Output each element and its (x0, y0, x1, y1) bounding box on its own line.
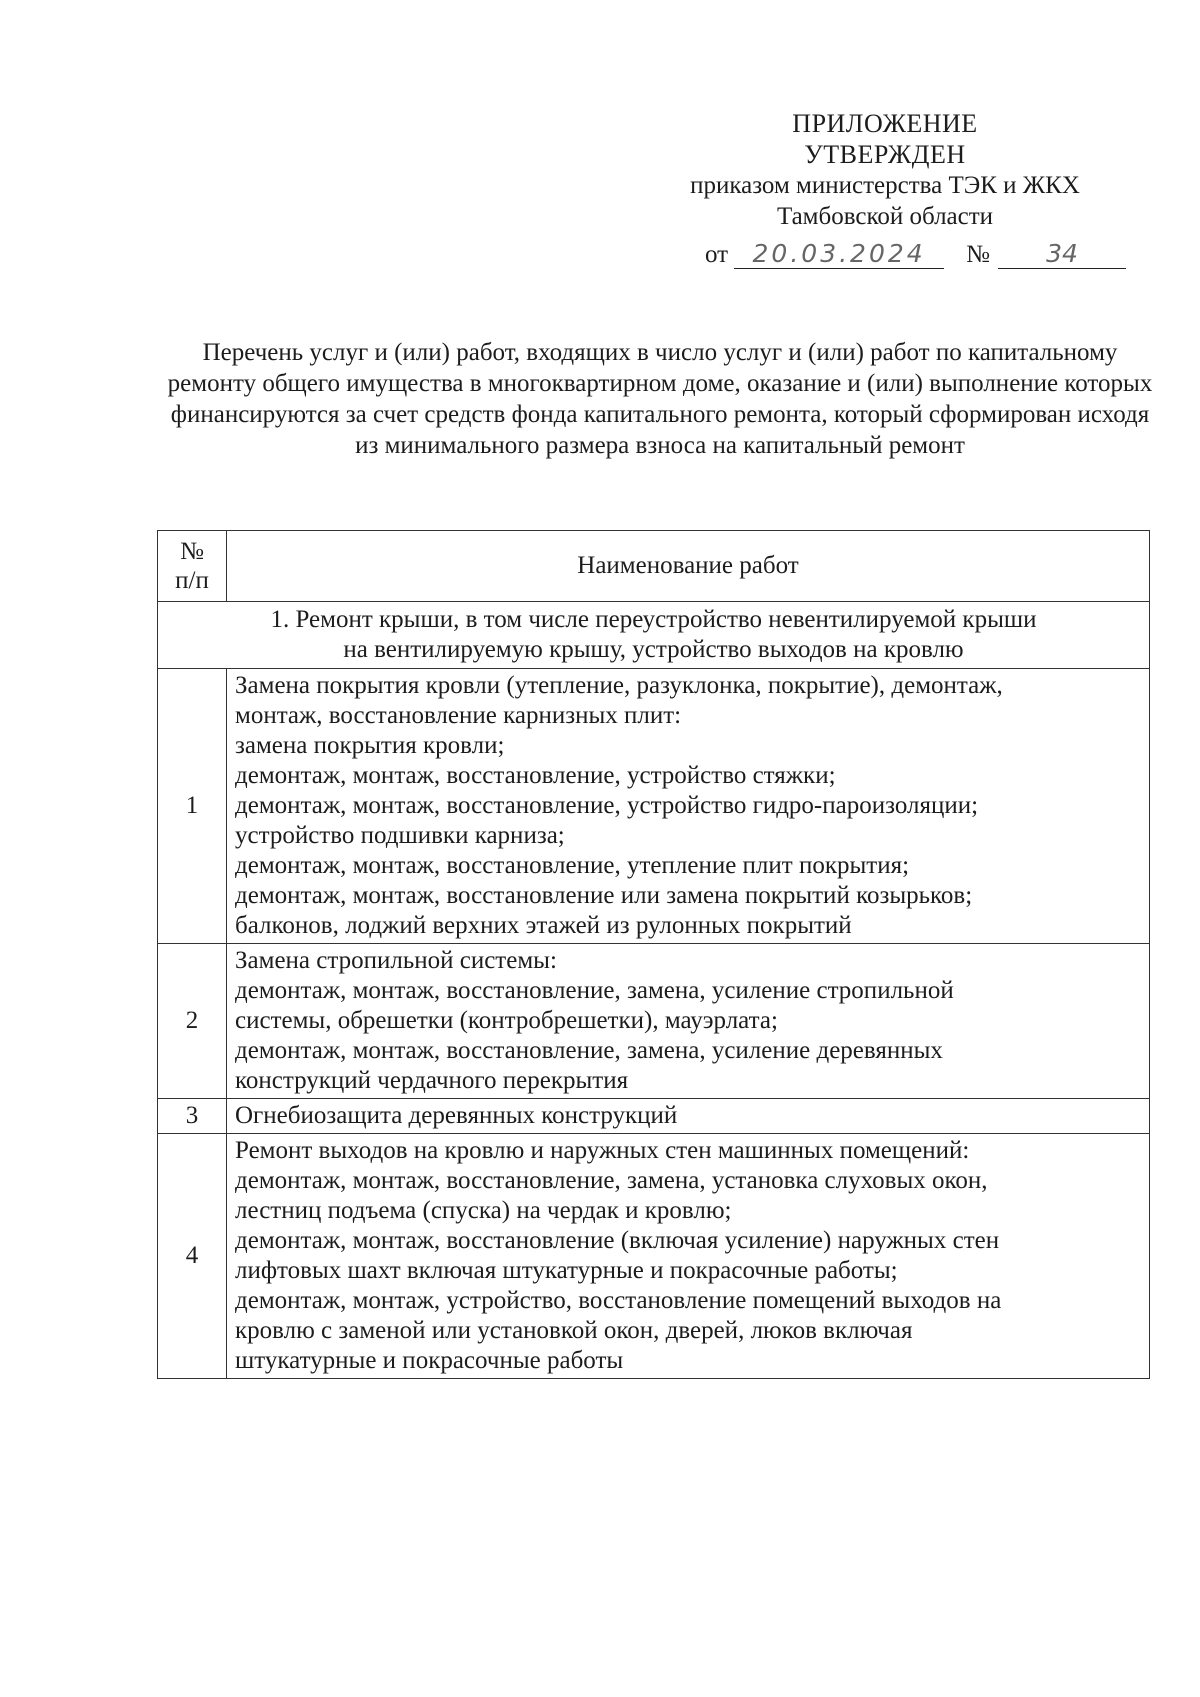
section-title-line-1: 1. Ремонт крыши, в том числе переустройство невентилируемой крыши (270, 606, 1037, 633)
description-line: монтаж, восстановление карнизных плит: (235, 702, 682, 729)
row-description (227, 669, 1150, 944)
description-line: балконов, лоджий верхних этажей из рулонных покрытий (235, 912, 852, 939)
from-label: от (705, 241, 729, 268)
row-number: 3 (158, 1099, 227, 1134)
row-description (227, 944, 1150, 1099)
description-line: Замена покрытия кровли (утепление, разуклонка, покрытие), демонтаж, (235, 672, 1003, 699)
order-number: 34 (998, 240, 1126, 269)
description-line: устройство подшивки карниза; (235, 822, 565, 849)
document-title: Перечень услуг и (или) работ, входящих в число услуг и (или) работ по капитальному ремонту общего имущества в многоквартирном доме, оказание и (или) выполнение которых финансируются за счет средств фонда капитального ремонта, который сформирован исходя из минимального размера взноса на капитальный ремонт (167, 339, 1153, 459)
description-line: демонтаж, монтаж, восстановление или замена покрытий козырьков; (235, 882, 973, 909)
works-table (157, 530, 1150, 1379)
description-line: демонтаж, монтаж, восстановление, замена, усиление стропильной (235, 977, 954, 1004)
description-line: демонтаж, монтаж, восстановление, устройство стяжки; (235, 762, 836, 789)
order-date: 20.03.2024 (734, 240, 944, 269)
column-number-abbr: п/п (175, 567, 209, 594)
row-number: 1 (158, 669, 227, 944)
table-row (158, 1099, 1150, 1134)
row-number: 4 (158, 1134, 227, 1379)
description-line: Огнебиозащита деревянных конструкций (235, 1102, 678, 1129)
section-row (158, 602, 1150, 669)
row-description (227, 1099, 1150, 1134)
order-date-number (705, 240, 1126, 269)
column-header-name: Наименование работ (227, 531, 1150, 602)
description-line: демонтаж, монтаж, восстановление (включая усиление) наружных стен (235, 1227, 1000, 1254)
table-row (158, 1134, 1150, 1379)
table-row (158, 944, 1150, 1099)
description-line: штукатурные и покрасочные работы (235, 1347, 624, 1374)
column-number-sign: № (180, 538, 204, 565)
column-header-number (158, 531, 227, 602)
appendix-label: ПРИЛОЖЕНИЕ (792, 109, 978, 138)
description-line: демонтаж, монтаж, восстановление, устройство гидро-пароизоляции; (235, 792, 979, 819)
table-row (158, 669, 1150, 944)
order-region: Тамбовской области (776, 203, 994, 230)
description-line: Ремонт выходов на кровлю и наружных стен машинных помещений: (235, 1137, 970, 1164)
description-line: кровлю с заменой или установкой окон, дверей, люков включая (235, 1317, 913, 1344)
description-line: демонтаж, монтаж, восстановление, замена, усиление деревянных (235, 1037, 943, 1064)
description-line: Замена стропильной системы: (235, 947, 557, 974)
row-number: 2 (158, 944, 227, 1099)
description-line: лифтовых шахт включая штукатурные и покрасочные работы; (235, 1257, 898, 1284)
description-line: лестниц подъема (спуска) на чердак и кровлю; (235, 1197, 732, 1224)
description-line: конструкций чердачного перекрытия (235, 1067, 629, 1094)
number-sign: № (966, 241, 990, 268)
order-authority: приказом министерства ТЭК и ЖКХ (690, 172, 1080, 199)
table-header-row (158, 531, 1150, 602)
description-line: замена покрытия кровли; (235, 732, 505, 759)
row-description (227, 1134, 1150, 1379)
approval-header (640, 108, 1130, 232)
approved-label: УТВЕРЖДЕН (804, 140, 966, 169)
section-title (158, 602, 1150, 669)
description-line: демонтаж, монтаж, устройство, восстановление помещений выходов на (235, 1287, 1002, 1314)
description-line: демонтаж, монтаж, восстановление, утепление плит покрытия; (235, 852, 910, 879)
section-title-line-2: на вентилируемую крышу, устройство выходов на кровлю (343, 636, 964, 663)
description-line: демонтаж, монтаж, восстановление, замена, установка слуховых окон, (235, 1167, 988, 1194)
description-line: системы, обрешетки (контробрешетки), мауэрлата; (235, 1007, 778, 1034)
